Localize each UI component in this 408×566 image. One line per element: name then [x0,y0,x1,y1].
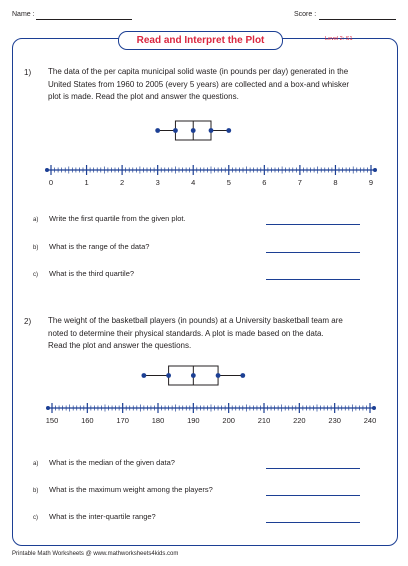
worksheet-title: Read and Interpret the Plot [118,31,283,50]
tick-label: 0 [48,178,54,187]
level-label: Level 2: S1 [325,36,353,42]
problem-2-question-a [33,458,175,467]
answer-line-1b[interactable] [266,252,360,253]
question-text: What is the inter-quartile range? [49,512,156,521]
problem-1-question-a [33,214,186,223]
question-text: What is the range of the data? [49,242,150,251]
number-line-end-right [373,168,377,172]
problem-1-number: 1) [24,68,32,77]
question-letter: b) [33,488,39,494]
question-text: What is the median of the given data? [49,458,175,467]
tick-label: 1 [84,178,89,187]
score-field[interactable] [319,19,396,20]
problem-2-question-c [33,512,156,521]
tick-label: 170 [116,416,129,425]
footer-credit: Printable Math Worksheets @ www.mathworksheets4kids.com [12,551,179,557]
question-letter: a) [33,217,39,223]
question-letter: a) [33,461,39,467]
answer-line-2b[interactable] [266,495,360,496]
tick-label: 220 [293,416,306,425]
question-text: What is the third quartile? [49,269,135,278]
tick-label: 230 [328,416,341,425]
question-letter: b) [33,245,39,251]
q1-point [173,128,178,133]
tick-label: 240 [363,416,377,425]
problem-2-number: 2) [24,317,32,326]
tick-label: 9 [368,178,374,187]
question-text: Write the first quartile from the given plot. [49,214,186,223]
problem-2-text: The weight of the basketball players (in pounds) at a University basketball team are noted to determine their physical standards. A plot is made based on the data. Read the plot and answer the questions. [48,316,343,350]
problem-1-question-c [33,269,134,278]
tick-label: 180 [151,416,165,425]
problem-1-text: The data of the per capita municipal solid waste (in pounds per day) generated in the United States from 1960 to 2005 (every 5 years) are collected and a box-and whisker plot is made. Read the plot and answer the questions. [48,67,350,101]
tick-label: 190 [187,416,200,425]
tick-label: 210 [257,416,271,425]
tick-label: 160 [81,416,94,425]
answer-line-2c[interactable] [266,522,360,523]
min-point [155,128,160,133]
tick-label: 3 [155,178,160,187]
answer-line-2a[interactable] [266,468,360,469]
box-plot-2 [0,360,408,435]
tick-label: 2 [120,178,125,187]
name-field[interactable] [36,19,132,20]
median-point [191,128,196,133]
tick-label: 6 [262,178,267,187]
median-point [191,373,196,378]
question-letter: c) [33,272,38,278]
tick-label: 150 [45,416,59,425]
box-plot-1 [0,115,408,190]
answer-line-1a[interactable] [266,224,360,225]
tick-label: 200 [222,416,235,425]
max-point [240,373,245,378]
min-point [141,373,146,378]
question-letter: c) [33,515,38,521]
score-label: Score : [294,11,317,18]
q3-point [216,373,221,378]
tick-label: 5 [226,178,231,187]
problem-2-question-b [33,485,213,494]
name-label: Name : [12,11,35,18]
q1-point [166,373,171,378]
answer-line-1c[interactable] [266,279,360,280]
number-line-end-right [372,406,376,410]
tick-label: 4 [191,178,196,187]
tick-label: 7 [297,178,302,187]
question-text: What is the maximum weight among the players? [49,485,213,494]
max-point [226,128,231,133]
number-line-end-left [45,168,49,172]
q3-point [209,128,214,133]
problem-1-question-b [33,242,149,251]
tick-label: 8 [333,178,338,187]
number-line-end-left [46,406,50,410]
